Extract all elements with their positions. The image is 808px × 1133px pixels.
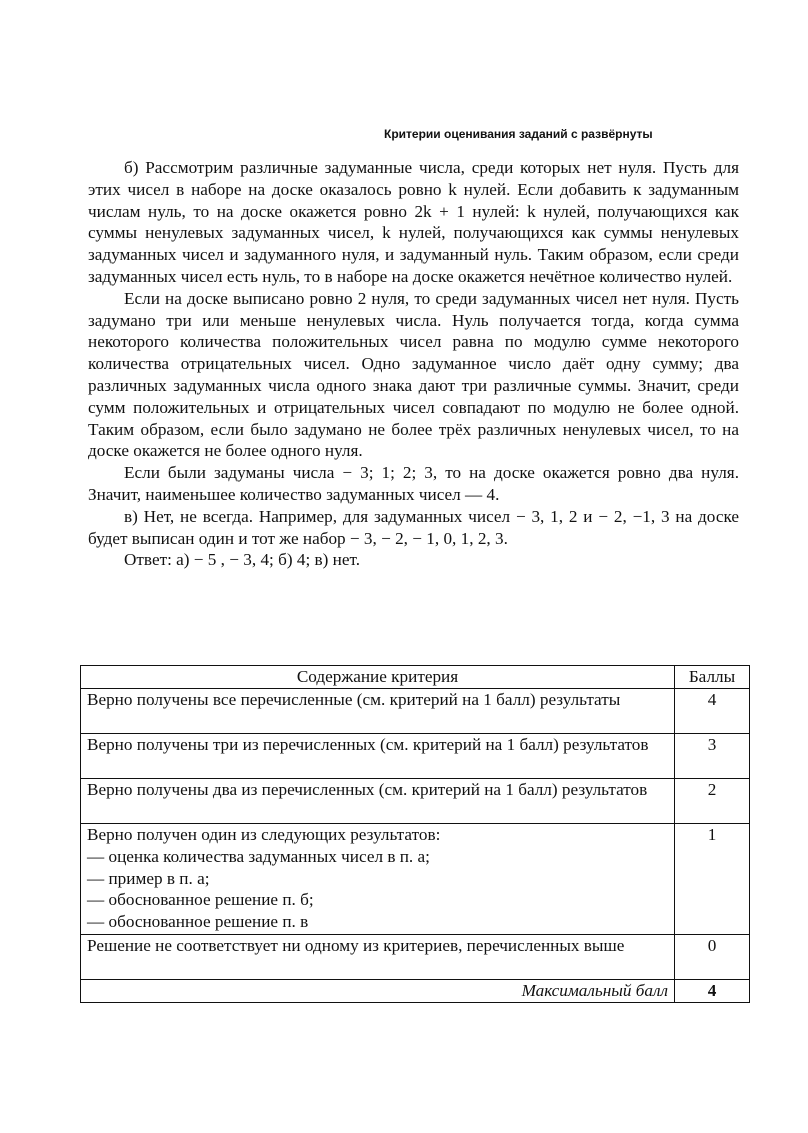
page-header: Критерии оценивания заданий с развёрнуты: [384, 127, 653, 141]
criteria-table: [80, 665, 750, 1003]
criteria-table-header: [81, 666, 750, 689]
criteria-list-line: — обоснованное решение п. в: [87, 912, 309, 932]
header-criterion: Содержание критерия: [81, 666, 675, 689]
criteria-row: [81, 689, 750, 734]
solution-paragraph-b: б) Рассмотрим различные задуманные числа, среди которых нет нуля. Пусть для этих чисел в наборе на доске оказалось ровно k нулей. Если добавить к задуманным числам нуль, то на доске окажется ровно 2k + 1 нулей: k нулей, получающихся как суммы ненулевых задуманных чисел, k нулей, получающихся как суммы ненулевых задуманных чисел и задуманного нуля, и задуманный нуль. Таким образом, если среди задуманных чисел есть нуль, то в наборе на доске окажется нечётное количество нулей.: [88, 158, 739, 286]
header-points: Баллы: [675, 666, 750, 689]
criteria-list-line: Верно получен один из следующих результатов:: [87, 825, 441, 844]
criteria-list-line: — обоснованное решение п. б;: [87, 890, 314, 910]
criteria-row: [81, 824, 750, 935]
max-score-label: Максимальный балл: [81, 980, 675, 1003]
criteria-row: [81, 935, 750, 980]
criteria-text: Верно получены два из перечисленных (см. критерий на 1 балл) результатов: [81, 779, 675, 824]
criteria-points: 1: [675, 824, 750, 935]
criteria-row: [81, 734, 750, 779]
criteria-text: Решение не соответствует ни одному из критериев, перечисленных выше: [81, 935, 675, 980]
criteria-points: 4: [675, 689, 750, 734]
criteria-points: 3: [675, 734, 750, 779]
criteria-points: 0: [675, 935, 750, 980]
max-score-value: 4: [675, 980, 750, 1003]
criteria-text-list: [81, 824, 675, 935]
criteria-points: 2: [675, 779, 750, 824]
criteria-list-line: — оценка количества задуманных чисел в п. а;: [87, 846, 430, 866]
criteria-row: [81, 779, 750, 824]
criteria-text: Верно получены три из перечисленных (см. критерий на 1 балл) результатов: [81, 734, 675, 779]
solution-text: [88, 157, 739, 571]
max-score-row: [81, 980, 750, 1003]
criteria-text: Верно получены все перечисленные (см. критерий на 1 балл) результаты: [81, 689, 675, 734]
solution-paragraph-v: в) Нет, не всегда. Например, для задуманных чисел − 3, 1, 2 и − 2, −1, 3 на доске будет выписан один и тот же набор − 3, − 2, − 1, 0, 1, 2, 3.: [88, 506, 739, 548]
criteria-list-line: — пример в п. а;: [87, 868, 210, 888]
solution-paragraph-example: Если были задуманы числа − 3; 1; 2; 3, то на доске окажется ровно два нуля. Значит, наименьшее количество задуманных чисел — 4.: [88, 463, 739, 504]
answer-line: Ответ: а) − 5 , − 3, 4; б) 4; в) нет.: [124, 550, 361, 570]
solution-paragraph-two-zeros: Если на доске выписано ровно 2 нуля, то среди задуманных чисел нет нуля. Пусть задумано три или меньше ненулевых числа. Нуль получается тогда, когда сумма некоторого количества положительных чисел равна по модулю сумме некоторого количества отрицательных чисел. Одно задуманное число даёт одну сумму; два различных задуманных числа одного знака дают три различные суммы. Значит, среди сумм положительных и отрицательных чисел совпадают по модулю не более одной. Таким образом, если было задумано не более трёх различных ненулевых чисел, то на доске окажется не более одного нуля.: [88, 288, 739, 461]
